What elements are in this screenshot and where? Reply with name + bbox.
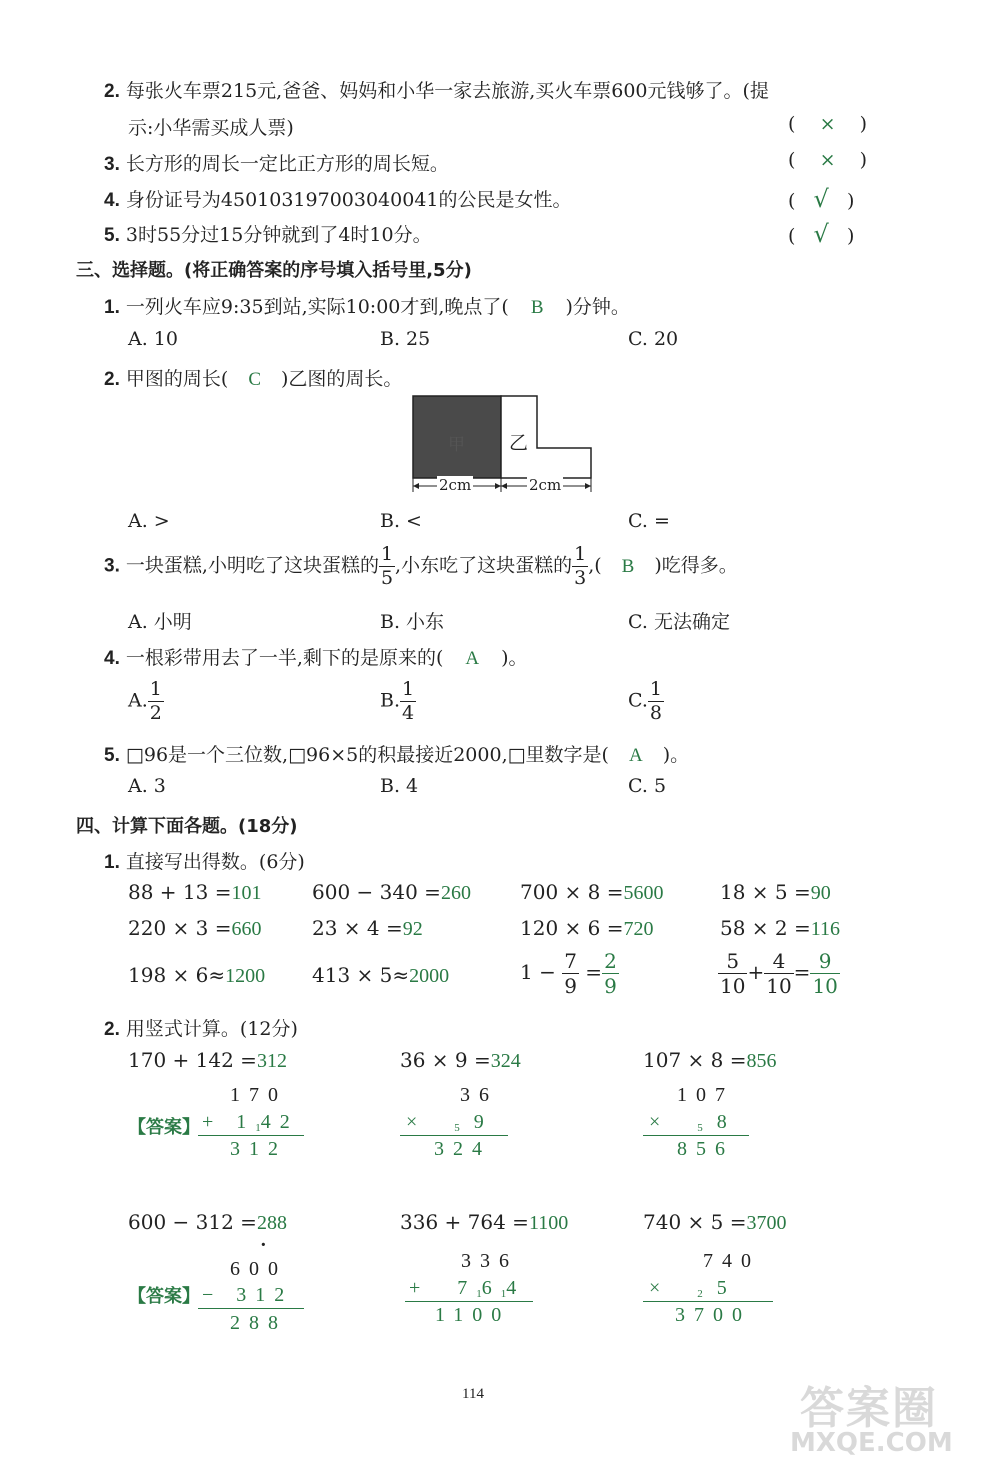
vertical-calc-3: 107 × 5 8 856 bbox=[643, 1082, 753, 1164]
oral-calc-12: $\frac{5}{10}$ + $\frac{4}{10}$ = $\frac{9}{10}$ bbox=[720, 949, 838, 998]
s3-q3-opt-c: C. 无法确定 bbox=[628, 611, 730, 633]
judge-q2-paren: ( × ) bbox=[788, 113, 868, 135]
watermark-logo: 答案圈 bbox=[800, 1383, 938, 1434]
s3-q2-opt-b: B. < bbox=[380, 510, 422, 532]
judge-q2-line2: 示:小华需买成人票) bbox=[128, 117, 294, 139]
oral-calc-3: 700 × 8 =5600 bbox=[520, 880, 664, 904]
s3-q4-opt-b: B. $\frac{1}{4}$ bbox=[380, 678, 415, 724]
judge-q2-line1: 2. 每张火车票215元,爸爸、妈妈和小华一家去旅游,买火车票600元钱够了。(提 bbox=[104, 80, 769, 102]
judge-q5-paren: ( √ ) bbox=[788, 220, 855, 248]
judge-q4: 4. 身份证号为450103197003040041的公民是女性。 bbox=[104, 189, 572, 211]
s3-q1-opt-c: C. 20 bbox=[628, 328, 679, 350]
s3-q1-opt-b: B. 25 bbox=[380, 328, 431, 350]
s3-q4: 4. 一根彩带用去了一半,剩下的是原来的( A )。 bbox=[104, 647, 528, 669]
vertical-calc-6: 740 × 2 5 3700 bbox=[643, 1240, 778, 1335]
vcalc-q4: 600 − 312 =288 bbox=[128, 1210, 287, 1234]
judge-q3-mark: × bbox=[819, 149, 836, 171]
figure-jia-label: 甲 bbox=[448, 435, 465, 455]
s3-q2-answer: C bbox=[248, 369, 262, 390]
s3-q4-answer: A bbox=[465, 648, 480, 669]
judge-q2-mark: × bbox=[819, 113, 836, 135]
oral-calc-4: 18 × 5 =90 bbox=[720, 880, 831, 904]
answer-label-2: 【答案】 bbox=[128, 1286, 200, 1307]
s3-q1-answer: B bbox=[530, 297, 544, 318]
perimeter-figure bbox=[405, 392, 605, 496]
s3-q2-opt-c: C. = bbox=[628, 510, 670, 532]
s4-sub1-title: 1. 直接写出得数。(6分) bbox=[104, 851, 305, 873]
vertical-calc-4: · 600 − 312 288 bbox=[198, 1240, 308, 1335]
s3-q4-opt-a: A. $\frac{1}{2}$ bbox=[128, 678, 162, 724]
figure-dim-1: 2cm bbox=[439, 476, 472, 494]
section3-title: 三、选择题。(将正确答案的序号填入括号里,5分) bbox=[76, 260, 472, 281]
oral-calc-7: 120 × 6 =720 bbox=[520, 916, 654, 940]
judge-q3-paren: ( × ) bbox=[788, 149, 868, 171]
s3-q5-opt-a: A. 3 bbox=[128, 775, 166, 797]
s3-q5-opt-c: C. 5 bbox=[628, 775, 667, 797]
vcalc-q3: 107 × 8 =856 bbox=[643, 1048, 777, 1072]
judge-q5: 5. 3时55分过15分钟就到了4时10分。 bbox=[104, 224, 432, 246]
s3-q5: 5. □96是一个三位数,□96×5的积最接近2000,□里数字是( A )。 bbox=[104, 744, 690, 766]
answer-label-1: 【答案】 bbox=[128, 1117, 200, 1138]
vcalc-q1: 170 + 142 =312 bbox=[128, 1048, 287, 1072]
oral-calc-10: 413 × 5≈2000 bbox=[312, 963, 450, 987]
vcalc-q5: 336 + 764 =1100 bbox=[400, 1210, 569, 1234]
s3-q4-opt-c: C. $\frac{1}{8}$ bbox=[628, 678, 662, 724]
oral-calc-6: 23 × 4 =92 bbox=[312, 916, 423, 940]
s3-q5-answer: A bbox=[628, 745, 643, 766]
oral-calc-11: 1 − $\frac{7}{9}$ = $\frac{2}{9}$ bbox=[520, 949, 617, 998]
vertical-calc-1: 170 + 1142 312 bbox=[198, 1082, 308, 1164]
s3-q3: 3. 一块蛋糕,小明吃了这块蛋糕的 $\frac{1}{5}$ ,小东吃了这块蛋糕的 $\frac{1}{3}$ ,( B )吃得多。 bbox=[104, 543, 738, 589]
oral-calc-8: 58 × 2 =116 bbox=[720, 916, 841, 940]
vertical-calc-2: 36 × 5 9 324 bbox=[400, 1082, 510, 1164]
s3-q1: 1. 一列火车应9:35到站,实际10:00才到,晚点了( B )分钟。 bbox=[104, 296, 630, 318]
judge-q5-mark: √ bbox=[813, 220, 829, 248]
oral-calc-2: 600 − 340 =260 bbox=[312, 880, 471, 904]
page-number: 114 bbox=[462, 1386, 484, 1402]
s3-q2-opt-a: A. > bbox=[128, 510, 170, 532]
vcalc-q6: 740 × 5 =3700 bbox=[643, 1210, 787, 1234]
s3-q3-opt-b: B. 小东 bbox=[380, 611, 445, 633]
vcalc-q2: 36 × 9 =324 bbox=[400, 1048, 521, 1072]
s3-q3-fraction-2: $\frac{1}{3}$ bbox=[574, 543, 587, 589]
watermark-url: MXQE.COM bbox=[790, 1428, 953, 1458]
s3-q3-fraction-1: $\frac{1}{5}$ bbox=[380, 543, 394, 589]
s3-q1-opt-a: A. 10 bbox=[128, 328, 178, 350]
judge-q3: 3. 长方形的周长一定比正方形的周长短。 bbox=[104, 153, 449, 175]
s3-q3-opt-a: A. 小明 bbox=[128, 611, 192, 633]
figure-dim-2: 2cm bbox=[529, 476, 562, 494]
oral-calc-9: 198 × 6≈1200 bbox=[128, 963, 266, 987]
judge-q4-paren: ( √ ) bbox=[788, 185, 855, 213]
s3-q2: 2. 甲图的周长( C )乙图的周长。 bbox=[104, 368, 403, 390]
vertical-calc-5: 336 + 71614 1100 bbox=[405, 1240, 540, 1335]
s3-q3-answer: B bbox=[621, 555, 635, 577]
figure-yi-label: 乙 bbox=[509, 432, 529, 454]
oral-calc-5: 220 × 3 =660 bbox=[128, 916, 262, 940]
section4-title: 四、计算下面各题。(18分) bbox=[76, 816, 298, 837]
oral-calc-1: 88 + 13 =101 bbox=[128, 880, 262, 904]
s3-q5-opt-b: B. 4 bbox=[380, 775, 419, 797]
judge-q4-mark: √ bbox=[813, 185, 829, 213]
s4-sub2-title: 2. 用竖式计算。(12分) bbox=[104, 1018, 298, 1040]
